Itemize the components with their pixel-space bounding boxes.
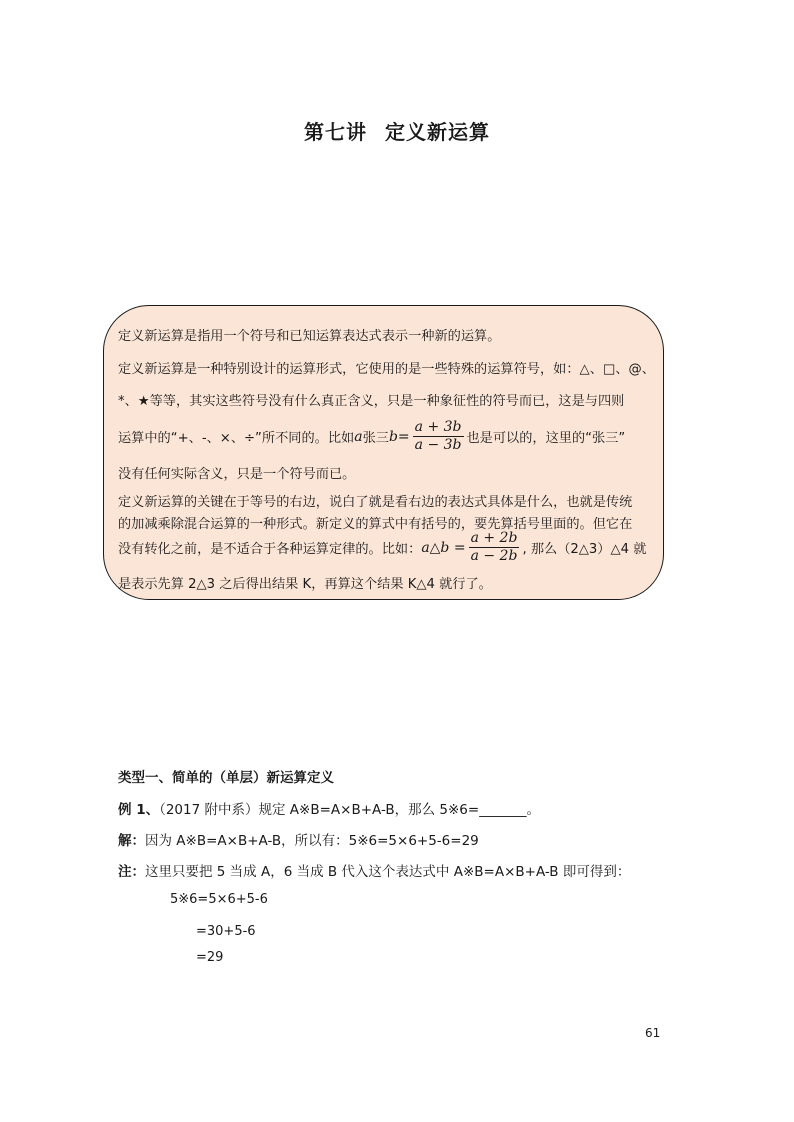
box-line-4-equals: = — [397, 428, 410, 445]
box-line-5: 没有任何实际含义，只是一个符号而已。 — [118, 467, 356, 482]
lecture-topic: 定义新运算 — [385, 120, 490, 144]
box-line-2: 定义新运算是一种特别设计的运算形式，它使用的是一些特殊的运算符号，如：△、□、@、 — [118, 362, 655, 377]
solution — [118, 829, 479, 849]
box-line-4-var-a: a — [354, 428, 363, 445]
calc-step-1: 5※6=5×6+5-6 — [170, 892, 268, 907]
calc-step-2: =30+5-6 — [196, 924, 256, 939]
note-text: 这里只要把 5 当成 A，6 当成 B 代入这个表达式中 A※B=A×B+A-B 即可得到： — [145, 864, 631, 880]
page-number: 61 — [645, 1026, 661, 1040]
box-line-8-text-a: 没有转化之前，是不适合于各种运算定律的。比如： — [118, 542, 422, 557]
calc-step-3: =29 — [196, 950, 224, 965]
section-heading: 类型一、简单的（单层）新运算定义 — [118, 770, 334, 786]
fraction-1-denominator: a − 3b — [414, 437, 462, 453]
box-line-8-expr: a△b = — [421, 539, 466, 556]
fraction-2-denominator: a − 2b — [470, 548, 518, 564]
example-label: 例 1、 — [118, 802, 160, 818]
example-text: （2017 附中系）规定 A※B=A×B+A-B，那么 5※6=_______。 — [159, 802, 540, 818]
note-label: 注： — [118, 864, 145, 880]
box-line-4-text-b: 也是可以的，这里的“张三” — [466, 431, 626, 446]
box-line-8-text-b: , 那么（2△3）△4 就 — [522, 542, 647, 557]
box-line-9: 是表示先算 2△3 之后得出结果 K，再算这个结果 K△4 就行了。 — [118, 577, 492, 592]
box-line-4-var-b: b — [388, 428, 398, 445]
fraction-1 — [413, 419, 464, 454]
box-line-3: *、★等等，其实这些符号没有什么真正含义，只是一种象征性的符号而已，这是与四则 — [118, 394, 625, 409]
example-1 — [118, 798, 540, 818]
box-line-4-operator: 张三 — [362, 431, 389, 446]
page-title — [0, 116, 794, 145]
lecture-number: 第七讲 — [304, 120, 367, 144]
solution-label: 解： — [118, 833, 145, 849]
fraction-2 — [469, 530, 520, 565]
solution-text: 因为 A※B=A×B+A-B，所以有：5※6=5×6+5-6=29 — [145, 833, 479, 849]
box-line-6: 定义新运算的关键在于等号的右边，说白了就是看右边的表达式具体是什么，也就是传统 — [118, 495, 633, 510]
fraction-2-numerator: a + 2b — [470, 530, 518, 546]
box-line-7: 的加减乘除混合运算的一种形式。新定义的算式中有括号的，要先算括号里面的。但它在 — [118, 517, 633, 532]
box-line-1: 定义新运算是指用一个符号和已知运算表达式表示一种新的运算。 — [118, 329, 501, 344]
box-line-8 — [118, 530, 646, 565]
fraction-1-numerator: a + 3b — [414, 419, 462, 435]
box-line-4-text-a: 运算中的“+、-、×、÷”所不同的。比如 — [118, 431, 355, 446]
box-line-4 — [118, 419, 625, 454]
note — [118, 860, 630, 880]
